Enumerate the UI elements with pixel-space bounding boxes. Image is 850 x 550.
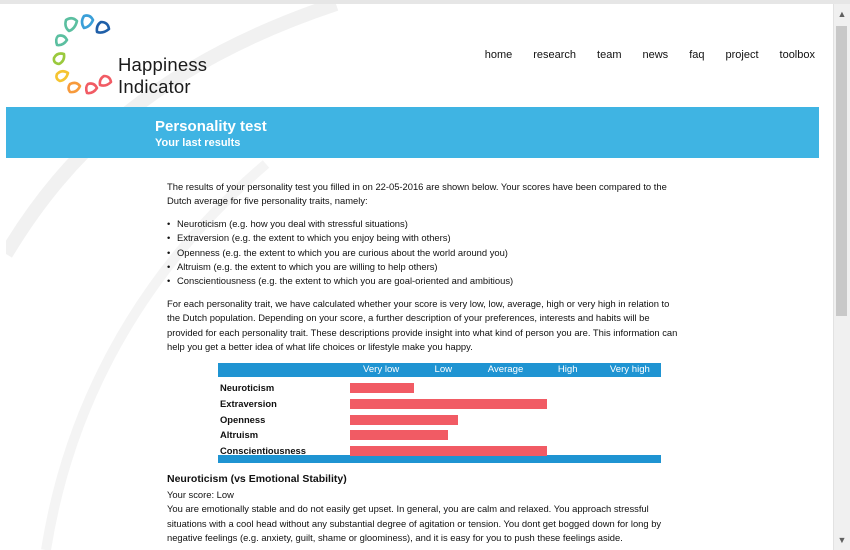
nav-research[interactable]: research	[533, 49, 577, 61]
nav-project[interactable]: project	[725, 49, 759, 61]
trait-label: Openness	[220, 413, 266, 425]
trait-label: Neuroticism	[220, 382, 275, 393]
intro-content	[167, 180, 683, 354]
personality-score-chart	[218, 363, 661, 463]
scroll-thumb[interactable]	[836, 26, 847, 316]
scale-label: High	[557, 364, 578, 375]
logo[interactable]	[48, 14, 268, 99]
page-banner	[6, 107, 819, 158]
traits-list	[167, 217, 683, 289]
trait-score-bar	[350, 415, 458, 425]
nav-faq[interactable]: faq	[689, 49, 705, 61]
page-subtitle: Your last results	[155, 137, 241, 149]
explanation-paragraph: For each personality trait, we have calculated whether your score is very low, low, average, high or very high in relation to the Dutch population. Depending on your score, a further description of your preferences, interests and habits will be provided for each personality trait. These descriptions provide insight into what kind of person you are. This information can help you get a better idea of what life choices or lifestyle make you happy.	[167, 297, 678, 353]
nav-toolbox[interactable]: toolbox	[779, 49, 815, 61]
chart-footer-bar	[218, 455, 661, 463]
score-line: Your score: Low	[167, 489, 234, 500]
section-body: You are emotionally stable and do not easily get upset. In general, you are calm and relaxed. You approach stressful situations with a cool head without any substantial degree of agitation or tension. You dont get bogged down for long by negative feelings (e.g. anxiety, guilt, shame or gloominess), and it is easy for you to push these feelings aside.	[167, 503, 662, 544]
list-item: • Altruism (e.g. the extent to which you are willing to help others)	[167, 260, 683, 274]
list-item: • Neuroticism (e.g. how you deal with stressful situations)	[167, 217, 683, 231]
intro-paragraph: The results of your personality test you filled in on 22-05-2016 are shown below. Your scores have been compared to the Dutch average for five personality traits, namely:	[167, 181, 667, 207]
scale-label: Very high	[609, 364, 650, 375]
scale-label: Low	[434, 364, 453, 375]
list-item: • Conscientiousness (e.g. the extent to which you are goal-oriented and ambitious)	[167, 274, 683, 288]
nav-home[interactable]: home	[484, 49, 513, 61]
logo-text: Happiness Indicator	[118, 54, 208, 97]
scale-label: Average	[487, 364, 524, 375]
trait-score-bar	[350, 430, 448, 440]
trait-score-bar	[350, 383, 414, 393]
scale-label: Very low	[362, 364, 400, 375]
nav-news[interactable]: news	[642, 49, 669, 61]
chart-scale-header	[218, 363, 661, 377]
trait-score-bar	[350, 399, 547, 409]
page-title: Personality test	[155, 118, 267, 135]
logo-flower-icon	[48, 14, 118, 99]
main-nav	[464, 49, 815, 61]
chevron-down-icon[interactable]: ▼	[837, 535, 847, 545]
nav-team[interactable]: team	[597, 49, 622, 61]
chevron-up-icon[interactable]: ▲	[837, 9, 847, 19]
trait-label: Extraversion	[220, 397, 277, 409]
page	[6, 4, 833, 550]
trait-label: Conscientiousness	[220, 445, 306, 457]
trait-score-bar	[350, 446, 547, 456]
neuroticism-section	[167, 472, 683, 546]
trait-label: Altruism	[220, 429, 259, 441]
section-heading: Neuroticism (vs Emotional Stability)	[167, 473, 347, 485]
list-item: • Openness (e.g. the extent to which you are curious about the world around you)	[167, 246, 683, 260]
list-item: • Extraversion (e.g. the extent to which you enjoy being with others)	[167, 231, 683, 245]
vertical-scrollbar[interactable]	[833, 4, 850, 550]
